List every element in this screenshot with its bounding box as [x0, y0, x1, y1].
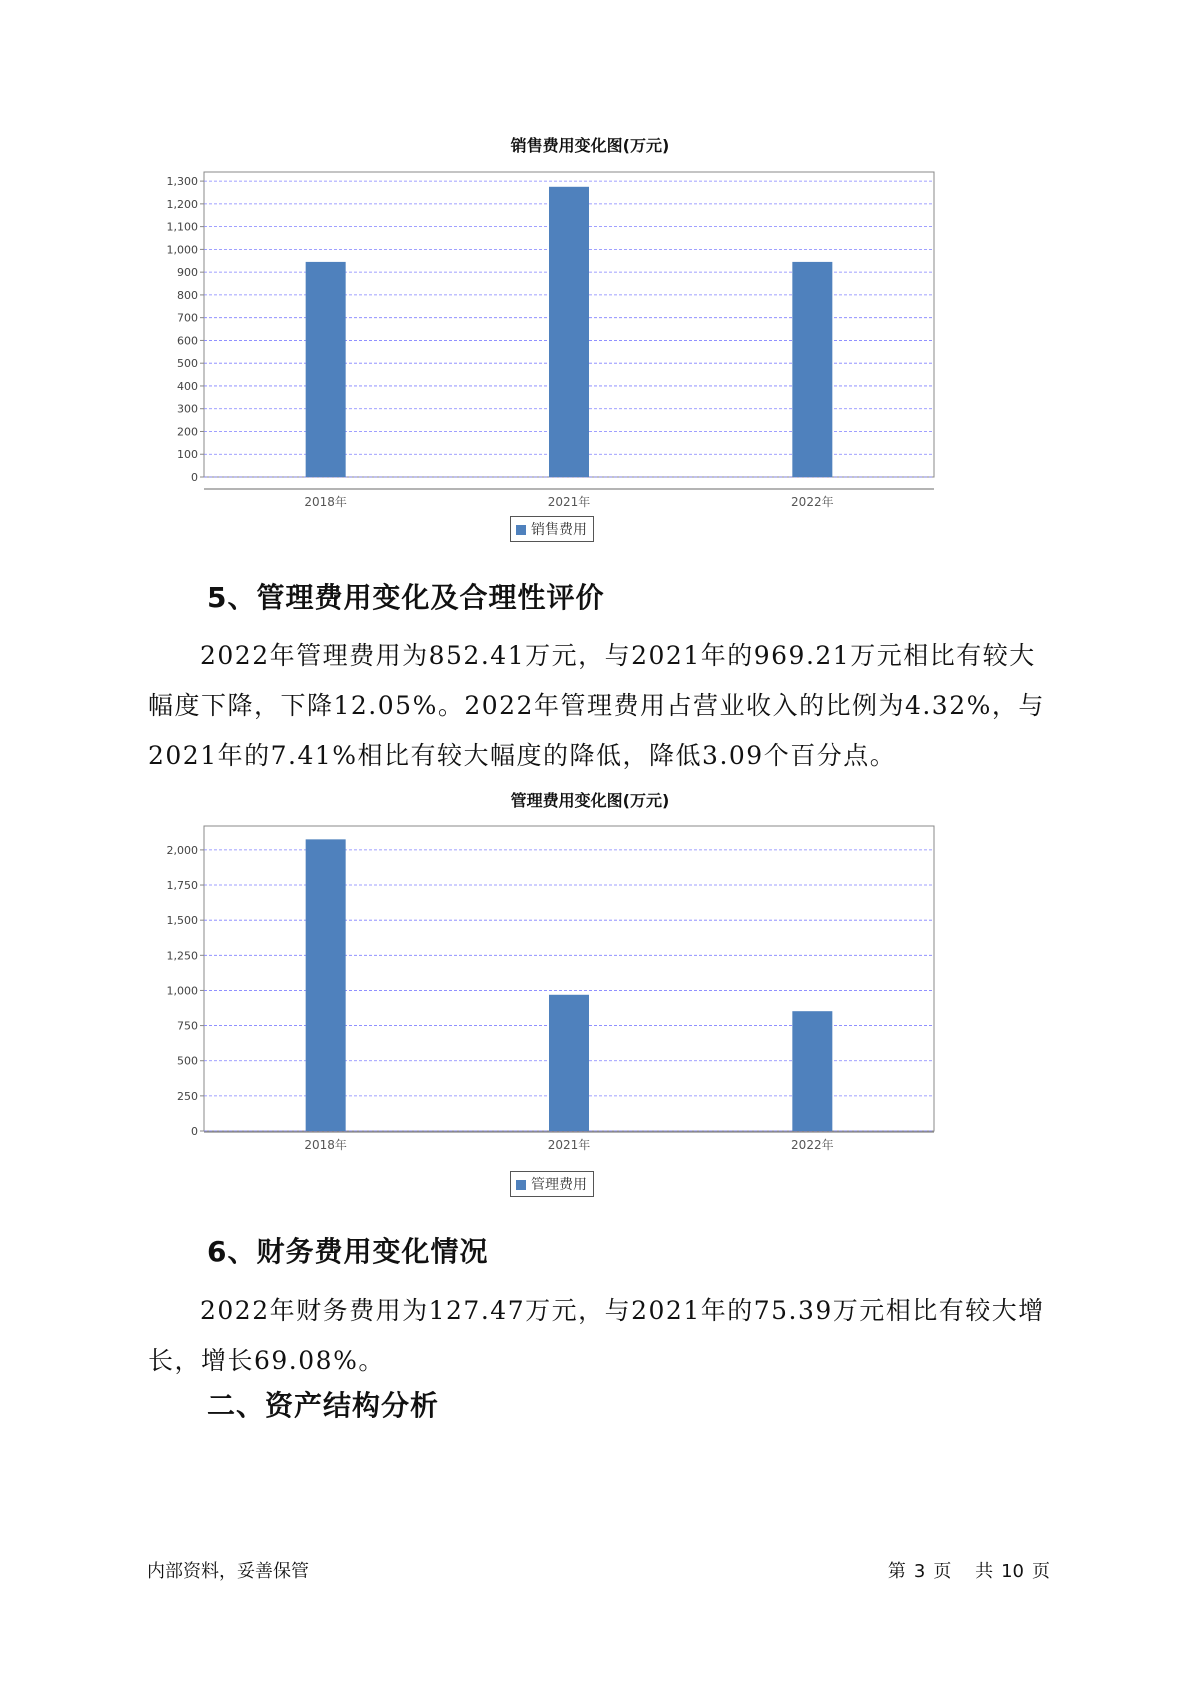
section-6-text: 2022年财务费用为127.47万元，与2021年的75.39万元相比有较大增长，增长69.08%。	[148, 1296, 1045, 1375]
y-tick-label: 200	[177, 425, 198, 439]
chart-title: 管理费用变化图(万元)	[510, 791, 670, 810]
page-total: 10	[1001, 1561, 1024, 1582]
x-tick-label: 2018年	[304, 1138, 347, 1152]
y-tick-label: 250	[177, 1089, 198, 1103]
y-tick-label: 750	[177, 1019, 198, 1033]
y-tick-label: 700	[177, 311, 198, 325]
legend-swatch	[516, 525, 526, 535]
chart-legend	[510, 1171, 594, 1197]
y-tick-label: 1,250	[166, 949, 198, 963]
x-tick-label: 2021年	[547, 495, 591, 509]
chart-plot	[150, 820, 1030, 1185]
bar	[306, 839, 346, 1131]
bar	[792, 262, 832, 477]
section-5-heading: 5、管理费用变化及合理性评价	[207, 581, 605, 614]
y-tick-label: 1,750	[166, 879, 198, 893]
section-2-heading: 二、资产结构分析	[207, 1389, 440, 1422]
bar	[549, 187, 589, 477]
y-tick-label: 1,000	[166, 984, 198, 998]
admin-expense-chart	[150, 780, 1030, 1200]
y-tick-label: 1,200	[166, 197, 198, 211]
bar	[792, 1011, 832, 1131]
page-unit: 页	[933, 1561, 952, 1582]
y-tick-label: 1,000	[166, 243, 198, 257]
bar	[549, 995, 589, 1131]
bar	[306, 262, 346, 477]
y-tick-label: 0	[191, 1125, 198, 1138]
y-tick-label: 400	[177, 379, 198, 393]
y-tick-label: 1,100	[166, 220, 198, 234]
x-tick-label: 2021年	[547, 1138, 591, 1152]
y-tick-label: 100	[177, 448, 198, 462]
page-label: 第	[887, 1561, 906, 1582]
x-tick-label: 2018年	[304, 495, 347, 509]
legend-label: 销售费用	[531, 522, 587, 538]
chart-plot	[150, 165, 1030, 535]
sales-expense-chart	[150, 130, 1030, 550]
y-tick-label: 500	[177, 357, 198, 371]
section-6-heading: 6、财务费用变化情况	[207, 1235, 489, 1268]
page-number	[884, 1557, 1054, 1583]
y-tick-label: 0	[191, 471, 198, 484]
y-tick-label: 1,300	[166, 175, 198, 189]
footer-note: 内部资料，妥善保管	[147, 1561, 309, 1582]
y-tick-label: 900	[177, 266, 198, 280]
x-tick-label: 2022年	[791, 495, 834, 509]
y-tick-label: 2,000	[166, 843, 198, 857]
legend-label: 管理费用	[531, 1177, 587, 1193]
y-tick-label: 300	[177, 402, 198, 416]
y-tick-label: 1,500	[166, 914, 198, 928]
total-unit: 页	[1032, 1561, 1050, 1582]
total-label: 共	[975, 1561, 994, 1582]
page-current: 3	[913, 1561, 926, 1582]
legend-swatch	[516, 1180, 526, 1190]
y-tick-label: 500	[177, 1054, 198, 1068]
y-tick-label: 600	[177, 334, 198, 348]
chart-legend	[510, 516, 594, 542]
y-tick-label: 800	[177, 288, 198, 302]
section-5-text: 2022年管理费用为852.41万元，与2021年的969.21万元相比有较大幅度下降，下降12.05%。2022年管理费用占营业收入的比例为4.32%，与2021年的7.41%相比有较大幅度的降低，降低3.09个百分点。	[148, 641, 1045, 770]
x-tick-label: 2022年	[791, 1138, 834, 1152]
chart-title: 销售费用变化图(万元)	[510, 136, 670, 155]
